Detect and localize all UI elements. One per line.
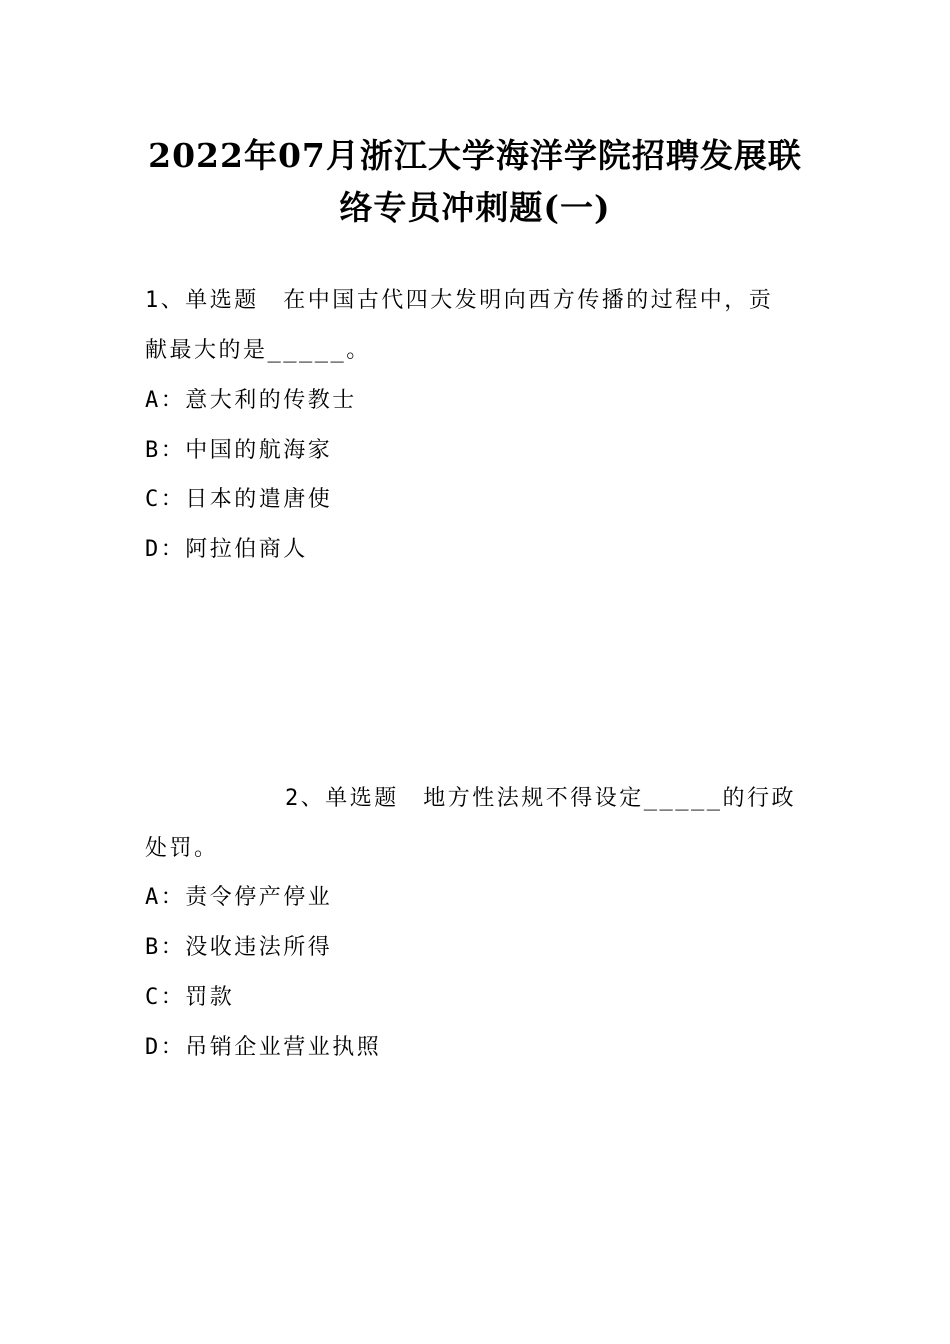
question-2-stem-line-2: 处罚。 xyxy=(145,836,219,861)
question-1-stem-line-2: 献最大的是_____。 xyxy=(145,338,371,363)
question-2-option-a: A：责令停产停业 xyxy=(145,885,333,910)
question-2-stem-line-1: 2、单选题 地方性法规不得设定_____的行政 xyxy=(285,786,796,811)
question-1-option-c: C：日本的遣唐使 xyxy=(145,487,333,512)
question-1-option-d: D：阿拉伯商人 xyxy=(145,537,308,562)
question-2-option-c: C：罚款 xyxy=(145,985,235,1010)
title-line-1: 2022年07月浙江大学海洋学院招聘发展联 xyxy=(148,136,802,175)
question-1-option-a: A：意大利的传教士 xyxy=(145,388,357,413)
question-2-option-b: B：没收违法所得 xyxy=(145,935,333,960)
question-1-option-b: B：中国的航海家 xyxy=(145,438,333,463)
title-line-2: 络专员冲刺题(一) xyxy=(339,188,611,227)
question-1-stem-line-1: 1、单选题 在中国古代四大发明向西方传播的过程中，贡 xyxy=(145,288,774,313)
question-2-option-d: D：吊销企业营业执照 xyxy=(145,1035,382,1060)
document-title xyxy=(130,130,820,234)
